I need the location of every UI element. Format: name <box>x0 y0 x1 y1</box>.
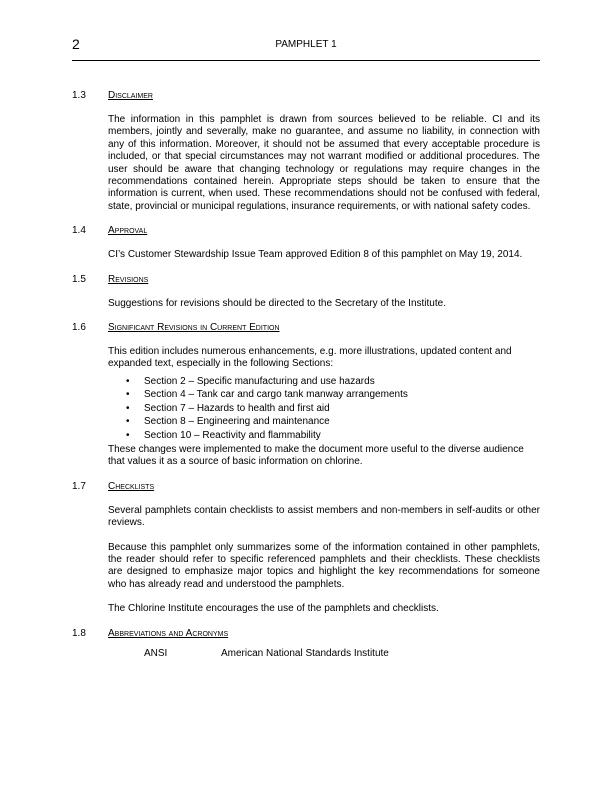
revisions-outro: These changes were implemented to make the document more useful to the diverse audience that values it as a source of basic information on chlorine. <box>108 443 524 468</box>
bullet-icon: • <box>126 389 130 401</box>
abbreviation-row <box>144 648 540 662</box>
section-disclaimer <box>72 90 540 213</box>
section-number: 1.7 <box>72 480 86 492</box>
section-heading <box>72 481 540 493</box>
section-title: Revisions <box>108 273 149 285</box>
section-significant-revisions <box>72 322 540 469</box>
checklists-paragraph-1: Several pamphlets contain checklists to assist members and non-members in self-audits or other reviews. <box>108 504 540 529</box>
section-number: 1.4 <box>72 225 86 237</box>
bullet-icon: • <box>126 416 130 428</box>
running-title: PAMPHLET 1 <box>275 39 337 50</box>
bullet-icon: • <box>126 402 130 414</box>
section-number: 1.3 <box>72 90 86 101</box>
list-item: • Section 10 – Reactivity and flammability <box>126 429 321 441</box>
disclaimer-paragraph: The information in this pamphlet is drawn from sources believed to be reliable. CI and its members, jointly and severally, make no guarantee, and assume no liability, in connection with any of this information. Moreover, it should not be assumed that every acceptable procedure is included, or that special circumstances may not warrant modified or additional procedures. The user should be aware that changing technology or regulations may require changes in the recommendations contained herein. Appropriate steps should be taken to ensure that the information is current, when used. These recommendations should not be confused with federal, state, provincial or municipal regulations, insurance requirements, or with national safety codes. <box>108 114 540 212</box>
section-revisions <box>72 274 540 310</box>
abbreviation-term: ANSI <box>144 647 168 659</box>
list-item: • Section 4 – Tank car and cargo tank manway arrangements <box>126 389 408 401</box>
checklists-paragraph-3: The Chlorine Institute encourages the use of the pamphlets and checklists. <box>108 603 439 615</box>
section-heading <box>72 225 540 237</box>
bullet-icon: • <box>126 375 130 387</box>
revised-sections-list <box>108 375 540 442</box>
section-abbreviations <box>72 628 540 662</box>
section-title: Checklists <box>108 480 155 492</box>
header-rule <box>72 60 540 61</box>
section-number: 1.6 <box>72 322 86 334</box>
checklists-paragraph-2: Because this pamphlet only summarizes some of the information contained in other pamphlets, the reader should refer to specific referenced pamphlets and their checklists. These checklists are designed to emphasize major topics and highlight the key recommendations for someone who has already read and understood the pamphlets. <box>108 541 540 590</box>
page-number: 2 <box>72 36 80 52</box>
revisions-paragraph: Suggestions for revisions should be directed to the Secretary of the Institute. <box>108 297 446 309</box>
abbreviation-definition: American National Standards Institute <box>221 647 389 659</box>
section-title: Approval <box>108 225 148 237</box>
section-heading <box>72 274 540 286</box>
section-title: Significant Revisions in Current Edition <box>108 322 280 334</box>
list-item: • Section 2 – Specific manufacturing and use hazards <box>126 375 375 387</box>
page-body <box>72 90 540 662</box>
section-approval <box>72 225 540 261</box>
list-item: • Section 8 – Engineering and maintenance <box>126 416 330 428</box>
approval-paragraph: CI’s Customer Stewardship Issue Team approved Edition 8 of this pamphlet on May 19, 2014. <box>108 249 523 261</box>
section-heading <box>72 628 540 640</box>
section-checklists <box>72 481 540 616</box>
section-title: Abbreviations and Acronyms <box>108 627 229 639</box>
section-number: 1.5 <box>72 273 86 285</box>
section-heading <box>72 90 540 102</box>
section-heading <box>72 322 540 334</box>
bullet-icon: • <box>126 429 130 441</box>
page-header <box>72 36 540 60</box>
list-item: • Section 7 – Hazards to health and first aid <box>126 402 330 414</box>
section-number: 1.8 <box>72 627 86 639</box>
section-title: Disclaimer <box>108 90 153 101</box>
revisions-intro: This edition includes numerous enhancements, e.g. more illustrations, updated content and expanded text, especially in the following Sections: <box>108 346 512 370</box>
